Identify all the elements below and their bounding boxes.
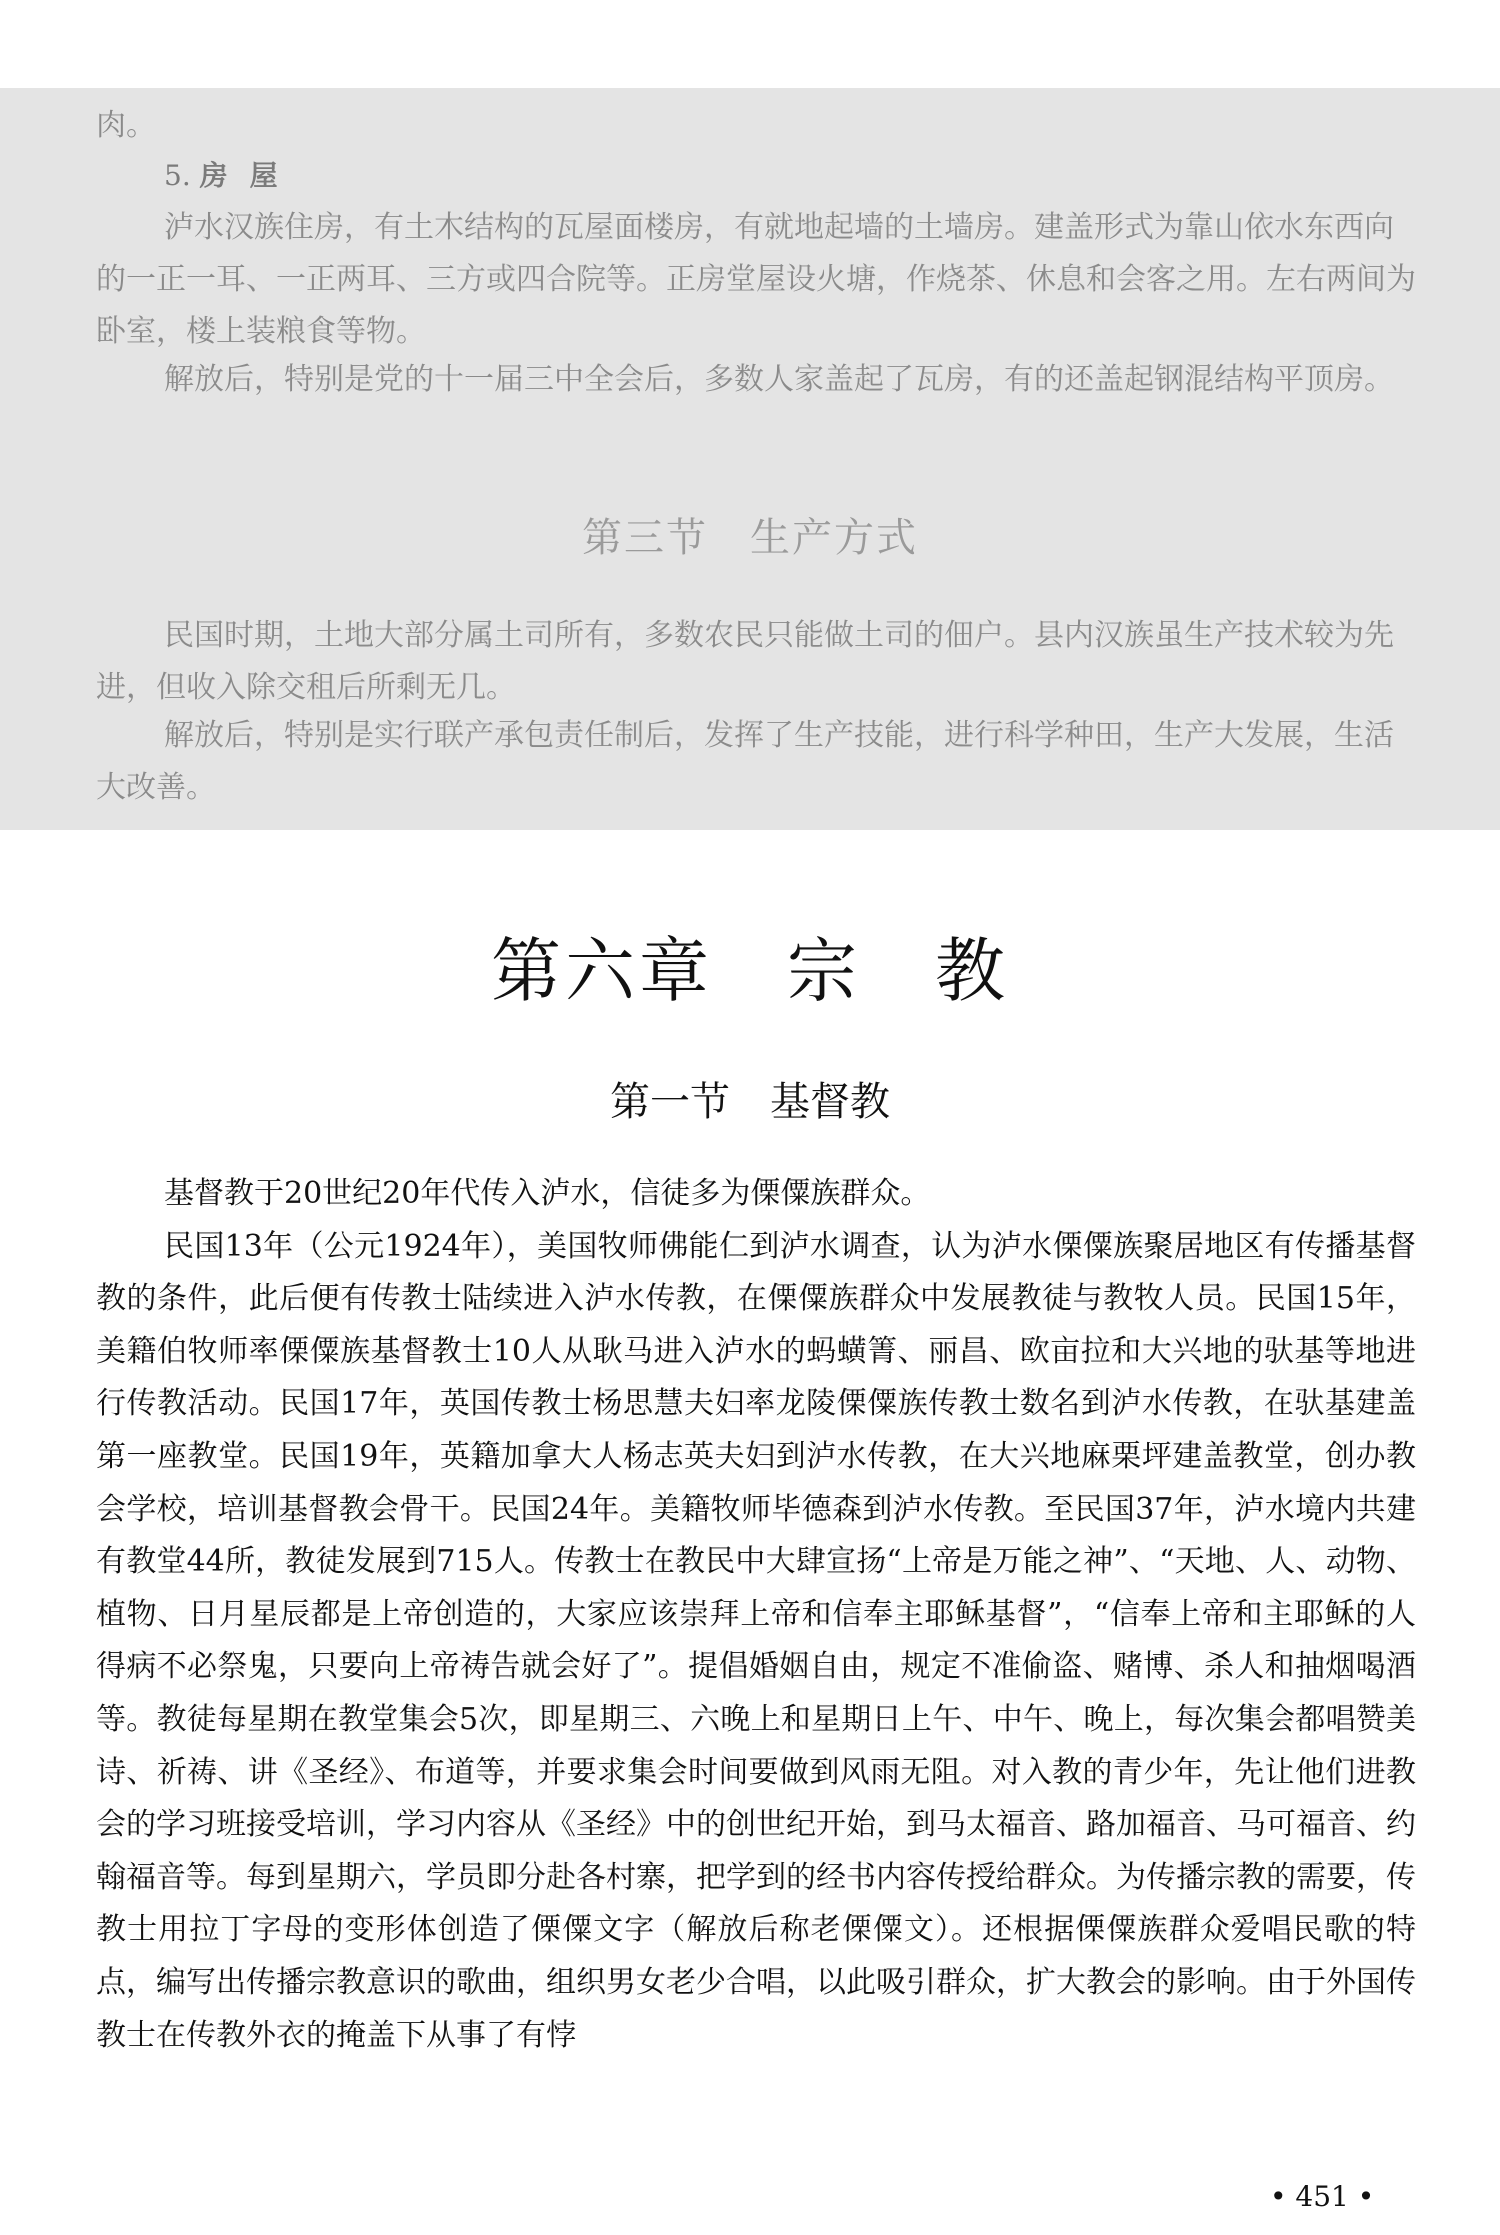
paragraph-history: 民国13年（公元1924年），美国牧师佛能仁到泸水调查，认为泸水傈僳族聚居地区有传播基督教的条件，此后便有传教士陆续进入泸水传教，在傈僳族群众中发展教徒与教牧人员。民国15年，美籍伯牧师率傈僳族基督教士10人从耿马进入泸水的蚂蟥箐、丽昌、欧亩拉和大兴地的驮基等地进行传教活动。民国17年，英国传教士杨思慧夫妇率龙陵傈僳族传教士数名到泸水传教，在驮基建盖第一座教堂。民国19年，英籍加拿大人杨志英夫妇到泸水传教，在大兴地麻栗坪建盖教堂，创办教会学校，培训基督教会骨干。民国24年。美籍牧师毕德森到泸水传教。至民国37年，泸水境内共建有教堂44所，教徒发展到715人。传教士在教民中大肆宣扬“上帝是万能之神”、“天地、人、动物、植物、日月星辰都是上帝创造的，大家应该崇拜上帝和信奉主耶稣基督”，“信奉上帝和主耶稣的人得病不必祭鬼，只要向上帝祷告就会好了”。提倡婚姻自由，规定不准偷盗、赌博、杀人和抽烟喝酒等。教徒每星期在教堂集会5次，即星期三、六晚上和星期日上午、中午、晚上，每次集会都唱赞美诗、祈祷、讲《圣经》、布道等，并要求集会时间要做到风雨无阻。对入教的青少年，先让他们进教会的学习班接受培训，学习内容从《圣经》中的创世纪开始，到马太福音、路加福音、马可福音、约翰福音等。每到星期六，学员即分赴各村寨，把学到的经书内容传授给群众。为传播宗教的需要，传教士用拉丁字母的变形体创造了傈僳文字（解放后称老傈僳文）。还根据傈僳族群众爱唱民歌的特点，编写出传播宗教意识的歌曲，组织男女老少合唱，以此吸引群众，扩大教会的影响。由于外国传教士在传教外衣的掩盖下从事了有悖 — [96, 1228, 1416, 2053]
paragraph-intro: 基督教于20世纪20年代传入泸水，信徒多为傈僳族群众。 — [164, 1176, 931, 1211]
subsection-heading — [164, 154, 300, 194]
body-text — [96, 1168, 1416, 2062]
production-paragraph-1: 民国时期，土地大部分属土司所有，多数农民只能做土司的佃户。县内汉族虽生产技术较为先进，但收入除交租后所剩无几。 — [96, 618, 1394, 705]
previous-page-section — [0, 88, 1500, 830]
production-paragraph-2: 解放后，特别是实行联产承包责任制后，发挥了生产技能，进行科学种田，生产大发展，生活大改善。 — [96, 718, 1394, 805]
housing-paragraph-1: 泸水汉族住房，有土木结构的瓦屋面楼房，有就地起墙的土墙房。建盖形式为靠山依水东西向的一正一耳、一正两耳、三方或四合院等。正房堂屋设火塘，作烧茶、休息和会客之用。左右两间为卧室，楼上装粮食等物。 — [96, 210, 1416, 349]
subsection-number: 5. — [164, 159, 191, 192]
subsection-title: 房屋 — [199, 159, 300, 192]
production-section-title: 第三节 生产方式 — [582, 515, 918, 561]
fragment-text: 肉。 — [96, 108, 156, 143]
chapter-title: 第六章 宗 教 — [491, 930, 1009, 1012]
page-number: • 451 • — [1270, 2180, 1375, 2213]
section-title: 第一节 基督教 — [610, 1079, 890, 1125]
housing-paragraph-2: 解放后，特别是党的十一届三中全会后，多数人家盖起了瓦房，有的还盖起钢混结构平顶房。 — [164, 362, 1394, 397]
